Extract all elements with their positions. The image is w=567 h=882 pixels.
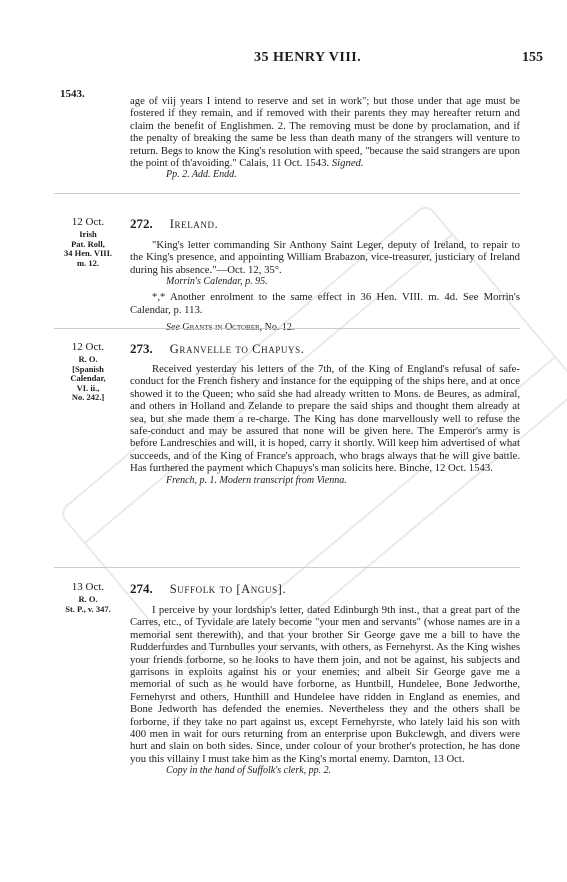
- enrolment-note: *,* Another enrolment to the same effect in 36 Hen. VIII. m. 4d. See Morrin's Calendar, p. 113.: [130, 291, 520, 316]
- entry-number: 273.: [130, 341, 153, 356]
- margin-source-line: 34 Hen. VIII.: [63, 248, 113, 258]
- margin-source-line: R. O.: [78, 354, 98, 364]
- margin-note-274: [54, 581, 122, 614]
- entry-note: Copy in the hand of Suffolk's clerk, pp. 2.: [166, 765, 332, 777]
- margin-source-line: St. P., v. 347.: [65, 603, 111, 614]
- entry-body-274: [130, 604, 520, 777]
- margin-source-line: No. 242.]: [71, 392, 105, 402]
- margin-source-line: Calendar,: [70, 373, 106, 383]
- entry-date: 12 Oct.: [71, 341, 105, 353]
- entry-heading-274: [130, 581, 286, 597]
- year-marker: 1543.: [60, 88, 85, 100]
- margin-source-line: R. O.: [78, 594, 98, 604]
- entry-heading-272: [130, 216, 218, 232]
- entry-text: I perceive by your lordship's letter, dated Edinburgh 9th inst., that a great part of the Carres, etc., of Tyvidale are lately become "your men and servants" (whose names are in a memorial sent therewith), and that your brother Sir George gave me a bill to have the Rudderfurdes and Turnbulles your servants, with others, as Fernehyrst. As the King wishes your friends forborne, so he looks to have them join, and not be against, his subjects and garrisons in exploits against his or your enemies; and albeit Sir George gave me a memorial of such as he would have forborne, as Huntbill, Hundelee, Bone Jedworthe, Fernehyrst and others, Hunthill and Hundelee have ridden in England as enemies, and Bone Jedworth has defended the enemies. Nevertheless they and the others shall be forborne, if they take no part against us, except Fernehyrste, who lately laid his son with 400 men in wait for ours returning from an enterprise upon Bukclewgh, and divers were hurt and slain on both sides. Since, under colour of your brother's protection, he has done you this villainy I must take him as the King's mortal enemy. Darnton, 13 Oct.: [130, 604, 520, 765]
- margin-source-line: m. 12.: [77, 257, 99, 268]
- entry-date: 12 Oct.: [71, 216, 105, 228]
- continuation-text: [130, 95, 520, 181]
- running-title: 35 HENRY VIII.: [254, 50, 362, 65]
- margin-note-273: [54, 341, 122, 403]
- entry-text: "King's letter commanding Sir Anthony Saint Leger, deputy of Ireland, to repair to the King's presence, and appointing William Brabazon, vice-treasurer, justiciary of Ireland during his absence."—Oct. 12, 35°.: [130, 239, 520, 276]
- entry-note: French, p. 1. Modern transcript from Vienna.: [166, 474, 347, 486]
- margin-source-line: Irish: [79, 229, 97, 239]
- section-divider: [54, 567, 520, 568]
- entry-heading-273: [130, 341, 304, 357]
- page-number: 155: [522, 50, 543, 65]
- section-divider: [54, 193, 520, 194]
- entry-title: Ireland.: [169, 217, 219, 231]
- running-head: [0, 50, 567, 70]
- continuation-note: Pp. 2. Add. Endd.: [166, 169, 237, 181]
- entry-date: 13 Oct.: [71, 581, 105, 593]
- entry-number: 272.: [130, 216, 153, 231]
- entry-text: Received yesterday his letters of the 7th, of the King of England's refusal of safe-conduct for the French fishery and instance for the equipping of the ships here, and at once showed it to the Queen; who said she had already written to Mons. de Beures, as admiral, and others in Holland and Zelande to prepare the said ships and thought them already at sea, but she made them a re-charge. The King has done marvellously well to refuse the safe-conduct and may be assured that none will be given here. The Emperor's army is before Landreschies and will, it is hoped, carry it shortly. Will keep him advertised of what succeeds, and of the King of France's approach, who brags always that he will give battle. Has furthered the payment which Chapuys's man solicits here. Binche, 12 Oct. 1543.: [130, 363, 520, 475]
- margin-source-line: Pat. Roll,: [71, 238, 105, 249]
- margin-source-line: [Spanish: [72, 363, 104, 374]
- signed-label: Signed.: [331, 157, 364, 170]
- margin-note-272: [54, 216, 122, 268]
- entry-title: Granvelle to Chapuys.: [169, 342, 305, 356]
- entry-body-272: [130, 239, 520, 334]
- entry-title: Suffolk to [Angus].: [169, 582, 287, 596]
- continuation-body: age of viij years I intend to reserve and set in work"; but those under that age must be fostered if they remain, and if removed with their parents they may hereafter return and claim the benefit of Englishmen. 2. The removing must be done by proclamation, and if the penalty of breaking the same be less than death many of the strangers will venture to return. Begs to know the King's resolution with speed, "because the said strangers are upon the point of th'avoiding." Calais, 11 Oct. 1543.: [130, 95, 520, 170]
- entry-note: Morrin's Calendar, p. 95.: [166, 276, 268, 288]
- entry-body-273: [130, 363, 520, 487]
- cross-reference: See Grants in October, No. 12.: [166, 322, 295, 334]
- margin-source-line: VI. ii.,: [76, 382, 100, 393]
- section-divider: [54, 328, 520, 329]
- entry-number: 274.: [130, 581, 153, 596]
